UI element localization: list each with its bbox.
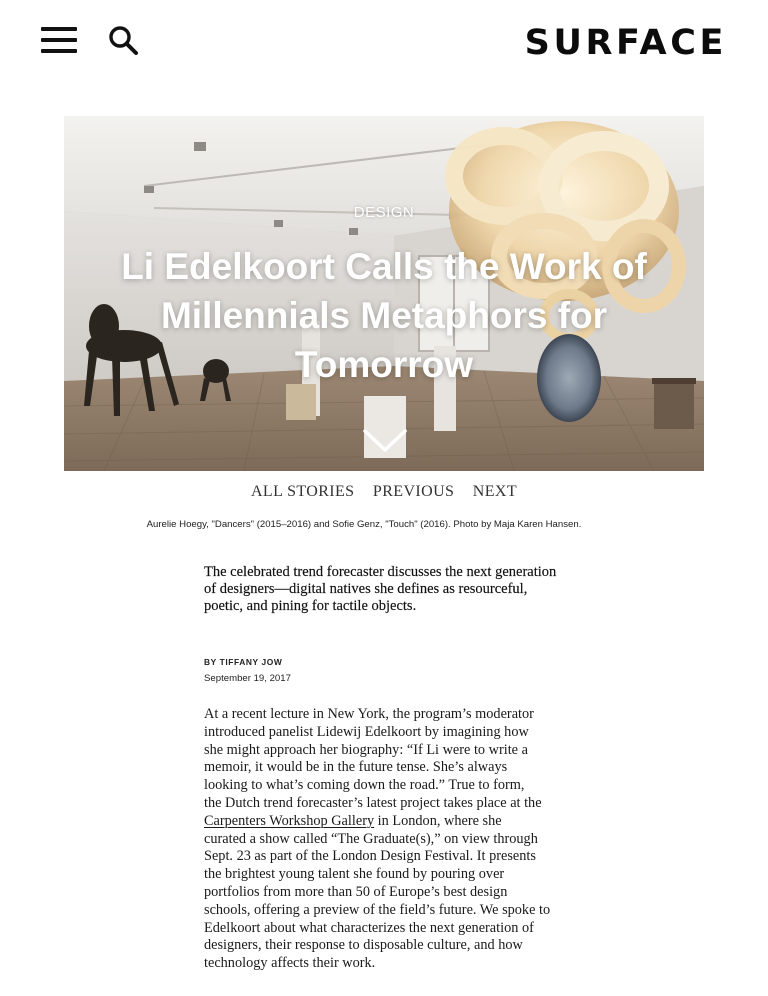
hamburger-menu-icon[interactable] (41, 27, 77, 53)
body-line: looking to what’s coming down the road.” True to form, (204, 777, 525, 794)
hero-category-label[interactable]: DESIGN (353, 204, 415, 221)
body-line: schools, offering a preview of the field’s future. We spoke to (204, 901, 551, 918)
body-line-rest: in London, where she (374, 812, 502, 829)
site-header (0, 0, 768, 90)
article-title: Li Edelkoort Calls the Work of Millennials Metaphors for Tomorrow (121, 246, 647, 385)
next-link[interactable]: NEXT (472, 483, 518, 500)
body-line: technology affects their work. (204, 955, 376, 972)
body-line: memoir, it would be in the future tense. She’s always (204, 759, 508, 776)
search-icon[interactable] (108, 25, 140, 57)
site-logo[interactable]: SURFACE (524, 23, 727, 63)
carpenters-workshop-gallery-link[interactable]: Carpenters Workshop Gallery (204, 812, 375, 829)
article-dek: The celebrated trend forecaster discusses the next generation of designers—digital natives she defines as resourceful, poetic, and pining for tactile objects. (204, 564, 557, 614)
body-line: At a recent lecture in New York, the program’s moderator (204, 706, 534, 722)
body-line: Sept. 23 as part of the London Design Festival. It presents (204, 848, 536, 865)
body-line: introduced panelist Lidewij Edelkoort by imagining how (204, 723, 529, 740)
body-line: the Dutch trend forecaster’s latest project takes place at the (204, 794, 542, 811)
article-body (204, 706, 566, 973)
body-line: she might approach her biography: “If Li were to write a (204, 741, 528, 758)
all-stories-link[interactable]: ALL STORIES (250, 483, 355, 500)
body-line: designers, their response to disposable culture, and how (204, 937, 523, 954)
body-line: portfolios from more than 50 of Europe’s best design (204, 883, 508, 900)
body-line (204, 813, 566, 831)
body-line: Edelkoort about what characterizes the next generation of (204, 919, 534, 936)
photo-caption: Aurelie Hoegy, "Dancers" (2015–2016) and Sofie Genz, "Touch" (2016). Photo by Maja Karen Hansen. (146, 519, 582, 530)
article-date: September 19, 2017 (204, 673, 291, 684)
chevron-down-icon[interactable] (362, 428, 408, 454)
article-byline[interactable]: BY TIFFANY JOW (204, 657, 283, 667)
hero-image (64, 116, 704, 471)
previous-link[interactable]: PREVIOUS (372, 483, 455, 500)
body-line: curated a show called “The Graduate(s),” on view through (204, 830, 538, 847)
story-navigation (0, 483, 768, 501)
body-line: the brightest young talent she found by pouring over (204, 866, 505, 883)
